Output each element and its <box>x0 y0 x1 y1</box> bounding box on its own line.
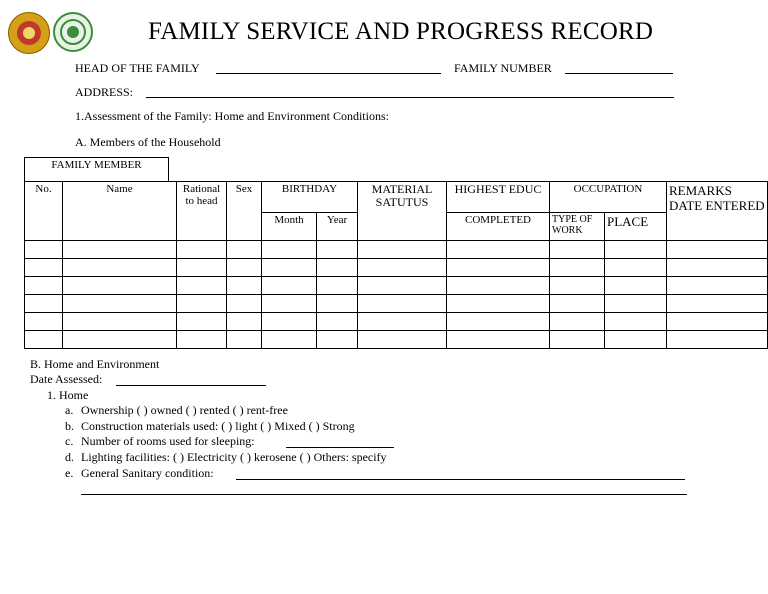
col-highest-educ-header: HIGHEST EDUC <box>447 182 550 213</box>
table-cell[interactable] <box>177 331 227 349</box>
table-cell[interactable] <box>358 259 447 277</box>
table-cell[interactable] <box>63 241 177 259</box>
table-row <box>25 295 768 313</box>
table-cell[interactable] <box>177 295 227 313</box>
table-cell[interactable] <box>447 277 550 295</box>
table-cell[interactable] <box>667 295 768 313</box>
table-cell[interactable] <box>605 259 667 277</box>
table-cell[interactable] <box>262 295 317 313</box>
head-of-family-field[interactable] <box>216 73 441 74</box>
table-cell[interactable] <box>358 313 447 331</box>
table-cell[interactable] <box>227 295 262 313</box>
col-completed-header: COMPLETED <box>447 213 550 241</box>
table-cell[interactable] <box>447 313 550 331</box>
table-cell[interactable] <box>667 331 768 349</box>
table-cell[interactable] <box>550 295 605 313</box>
table-cell[interactable] <box>63 277 177 295</box>
sanitary-field-line-2[interactable] <box>81 494 687 495</box>
table-cell[interactable] <box>63 313 177 331</box>
home-item-label: 1. Home <box>47 388 89 402</box>
table-cell[interactable] <box>667 259 768 277</box>
item-c-marker: c. <box>65 434 74 448</box>
table-cell[interactable] <box>605 331 667 349</box>
table-cell[interactable] <box>317 295 358 313</box>
item-b-construction: Construction materials used: ( ) light ( ) Mixed ( ) Strong <box>81 419 355 433</box>
table-cell[interactable] <box>63 295 177 313</box>
col-year-header: Year <box>317 213 358 241</box>
table-cell[interactable] <box>317 331 358 349</box>
item-a-marker: a. <box>65 403 74 417</box>
table-cell[interactable] <box>25 277 63 295</box>
household-members-table <box>24 181 768 349</box>
table-cell[interactable] <box>317 277 358 295</box>
table-cell[interactable] <box>447 259 550 277</box>
document-title: FAMILY SERVICE AND PROGRESS RECORD <box>148 18 654 45</box>
section-b-heading: B. Home and Environment <box>30 357 160 371</box>
col-place-header: PLACE <box>605 213 667 241</box>
table-cell[interactable] <box>177 277 227 295</box>
table-cell[interactable] <box>227 259 262 277</box>
address-label: ADDRESS: <box>75 85 134 99</box>
table-cell[interactable] <box>358 295 447 313</box>
sanitary-field-line-1[interactable] <box>236 479 685 480</box>
table-cell[interactable] <box>227 313 262 331</box>
date-assessed-field[interactable] <box>116 385 266 386</box>
item-b-marker: b. <box>65 419 74 433</box>
table-cell[interactable] <box>317 313 358 331</box>
table-cell[interactable] <box>317 241 358 259</box>
table-cell[interactable] <box>447 295 550 313</box>
table-cell[interactable] <box>358 331 447 349</box>
table-cell[interactable] <box>262 241 317 259</box>
table-cell[interactable] <box>227 241 262 259</box>
item-d-marker: d. <box>65 450 74 464</box>
section-a-heading: A. Members of the Household <box>75 135 221 149</box>
item-c-rooms: Number of rooms used for sleeping: <box>81 434 255 448</box>
table-cell[interactable] <box>550 331 605 349</box>
table-cell[interactable] <box>605 277 667 295</box>
col-month-header: Month <box>262 213 317 241</box>
municipal-seal-right-icon <box>53 12 93 52</box>
item-e-sanitary: General Sanitary condition: <box>81 466 214 480</box>
table-row <box>25 331 768 349</box>
col-no-header: No. <box>25 182 63 241</box>
table-cell[interactable] <box>227 331 262 349</box>
table-cell[interactable] <box>177 241 227 259</box>
table-cell[interactable] <box>25 259 63 277</box>
col-relation-header: Rational to head <box>177 182 227 241</box>
table-cell[interactable] <box>667 277 768 295</box>
table-cell[interactable] <box>262 313 317 331</box>
table-cell[interactable] <box>262 259 317 277</box>
family-member-group-header: FAMILY MEMBER <box>24 157 169 181</box>
col-name-header: Name <box>63 182 177 241</box>
col-type-of-work-header: TYPE OF WORK <box>550 213 605 241</box>
col-remarks-header: REMARKS DATE ENTERED <box>667 182 768 241</box>
table-cell[interactable] <box>262 331 317 349</box>
date-assessed-label: Date Assessed: <box>30 372 103 386</box>
table-cell[interactable] <box>177 259 227 277</box>
col-sex-header: Sex <box>227 182 262 241</box>
table-cell[interactable] <box>667 241 768 259</box>
table-cell[interactable] <box>667 313 768 331</box>
item-a-ownership: Ownership ( ) owned ( ) rented ( ) rent-free <box>81 403 288 417</box>
address-field[interactable] <box>146 97 674 98</box>
rooms-field[interactable] <box>286 447 394 448</box>
table-cell[interactable] <box>63 331 177 349</box>
table-cell[interactable] <box>25 241 63 259</box>
table-row <box>25 313 768 331</box>
table-cell[interactable] <box>358 277 447 295</box>
col-occupation-header: OCCUPATION <box>550 182 667 213</box>
table-cell[interactable] <box>605 295 667 313</box>
table-cell[interactable] <box>25 295 63 313</box>
item-d-lighting: Lighting facilities: ( ) Electricity ( ) kerosene ( ) Others: specify <box>81 450 387 464</box>
table-cell[interactable] <box>358 241 447 259</box>
family-number-label: FAMILY NUMBER <box>454 61 552 75</box>
table-cell[interactable] <box>177 313 227 331</box>
table-cell[interactable] <box>25 313 63 331</box>
table-cell[interactable] <box>262 277 317 295</box>
table-cell[interactable] <box>447 331 550 349</box>
table-cell[interactable] <box>605 313 667 331</box>
municipal-seal-left-icon <box>8 12 50 54</box>
table-cell[interactable] <box>550 241 605 259</box>
table-cell[interactable] <box>227 277 262 295</box>
section-1-heading: 1.Assessment of the Family: Home and Environment Conditions: <box>75 109 389 123</box>
table-cell[interactable] <box>25 331 63 349</box>
item-e-marker: e. <box>65 466 74 480</box>
table-row <box>25 241 768 259</box>
table-row <box>25 259 768 277</box>
table-cell[interactable] <box>317 259 358 277</box>
table-cell[interactable] <box>63 259 177 277</box>
table-cell[interactable] <box>550 259 605 277</box>
family-number-field[interactable] <box>565 73 673 74</box>
col-birthday-header: BIRTHDAY <box>262 182 358 213</box>
table-cell[interactable] <box>550 313 605 331</box>
table-row <box>25 277 768 295</box>
col-marital-header: MATERIAL SATUTUS <box>358 182 447 241</box>
table-cell[interactable] <box>447 241 550 259</box>
table-cell[interactable] <box>550 277 605 295</box>
head-of-family-label: HEAD OF THE FAMILY <box>75 61 200 75</box>
table-cell[interactable] <box>605 241 667 259</box>
